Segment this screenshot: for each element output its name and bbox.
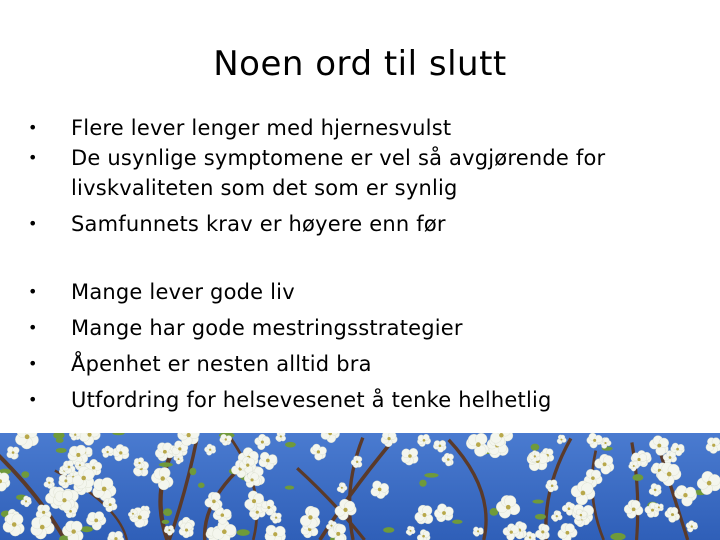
bullet-text: Flere lever lenger med hjernesvulst	[71, 116, 452, 140]
leaf	[532, 499, 544, 503]
leaf	[190, 468, 197, 476]
leaf	[424, 473, 438, 478]
bullet-text: Åpenhet er nesten alltid bra	[71, 352, 372, 376]
bullet-marker: •	[28, 282, 38, 301]
leaf	[56, 448, 67, 453]
leaf	[21, 471, 29, 478]
bullet-item	[28, 313, 708, 343]
bullet-marker: •	[28, 214, 38, 233]
bullet-item	[28, 209, 708, 239]
leaf	[56, 438, 64, 443]
leaf	[383, 527, 394, 533]
leaf	[237, 529, 250, 536]
bullet-item	[28, 277, 708, 307]
blossom	[276, 433, 286, 442]
leaf	[610, 533, 625, 540]
bullet-text: Samfunnets krav er høyere enn før	[71, 212, 446, 236]
blossom	[654, 503, 663, 512]
blossom-banner-image	[0, 433, 720, 540]
blossom	[401, 448, 418, 465]
bullet-marker: •	[28, 118, 38, 137]
bullet-text: Mange lever gode liv	[71, 280, 295, 304]
bullet-marker: •	[28, 390, 38, 409]
bullet-text: Utfordring for helsevesenet å tenke helhetlig	[71, 388, 552, 412]
slide-title: Noen ord til slutt	[213, 44, 507, 84]
leaf	[285, 486, 294, 490]
bullet-marker: •	[28, 318, 38, 337]
leaf	[163, 508, 172, 516]
bullet-item	[28, 385, 708, 415]
leaf	[159, 462, 173, 467]
leaf	[198, 483, 205, 488]
leaf	[531, 444, 540, 451]
bullet-list	[28, 113, 708, 415]
bullet-marker: •	[28, 148, 38, 167]
bullet-item	[28, 143, 708, 203]
leaf	[535, 514, 546, 520]
bullet-text: De usynlige symptomene er vel så avgjørende for livskvaliteten som det som er synlig	[71, 146, 606, 200]
bullet-text: Mange har gode mestringsstrategier	[71, 316, 463, 340]
leaf	[452, 520, 462, 524]
bullet-item	[28, 113, 708, 143]
leaf	[285, 442, 296, 448]
blossom	[7, 446, 19, 459]
blossom-illustration	[0, 433, 720, 540]
blossom	[107, 531, 124, 540]
bullet-marker: •	[28, 354, 38, 373]
leaf	[419, 480, 426, 487]
blossom	[265, 525, 286, 540]
leaf	[632, 474, 643, 481]
bullet-item	[28, 349, 708, 379]
leaf	[162, 520, 170, 524]
